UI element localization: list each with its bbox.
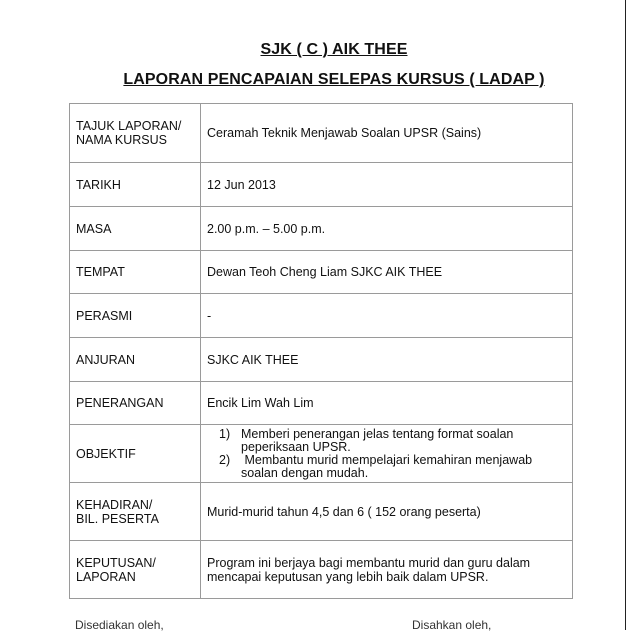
- label-line: TAJUK LAPORAN/: [76, 119, 182, 133]
- row-value: [201, 541, 573, 599]
- list-line: soalan dengan mudah.: [241, 465, 369, 480]
- table-row: [70, 338, 573, 382]
- row-value: -: [201, 294, 573, 338]
- list-item: [207, 454, 566, 480]
- list-line: Membantu murid mempelajari kemahiran menjawab: [241, 452, 533, 467]
- report-table: [69, 103, 573, 599]
- row-label: [70, 104, 201, 163]
- label-line: BIL. PESERTA: [76, 511, 159, 526]
- approved-by-label: Disahkan oleh,: [412, 618, 492, 632]
- table-row: [70, 483, 573, 541]
- label-line: KEPUTUSAN/: [76, 555, 156, 570]
- row-label: TARIKH: [70, 163, 201, 207]
- label-line: KEHADIRAN/: [76, 497, 153, 512]
- objective-list: [207, 428, 566, 480]
- table-row: [70, 207, 573, 251]
- row-value: [201, 425, 573, 483]
- table-row: [70, 251, 573, 294]
- row-label: MASA: [70, 207, 201, 251]
- page-edge: [625, 0, 626, 630]
- value-line: Program ini berjaya bagi membantu murid dan guru dalam: [207, 555, 531, 570]
- row-label: ANJURAN: [70, 338, 201, 382]
- row-value: Encik Lim Wah Lim: [201, 382, 573, 425]
- row-label: PERASMI: [70, 294, 201, 338]
- list-number: 1): [219, 426, 231, 441]
- report-title: LAPORAN PENCAPAIAN SELEPAS KURSUS ( LADAP ): [123, 71, 545, 88]
- row-value: 12 Jun 2013: [201, 163, 573, 207]
- table-row: [70, 541, 573, 599]
- value-line: mencapai keputusan yang lebih baik dalam UPSR.: [207, 569, 489, 584]
- row-value: Dewan Teoh Cheng Liam SJKC AIK THEE: [201, 251, 573, 294]
- row-value: Murid-murid tahun 4,5 dan 6 ( 152 orang peserta): [201, 483, 573, 541]
- table-row: [70, 294, 573, 338]
- table-row: [70, 425, 573, 483]
- list-number: 2): [219, 452, 231, 467]
- row-label: OBJEKTIF: [70, 425, 201, 483]
- school-title: SJK ( C ) AIK THEE: [260, 41, 408, 58]
- prepared-by-label: Disediakan oleh,: [75, 618, 164, 632]
- row-label: TEMPAT: [70, 251, 201, 294]
- table-row: [70, 382, 573, 425]
- row-label: [70, 541, 201, 599]
- list-item: [207, 428, 566, 454]
- row-value: 2.00 p.m. – 5.00 p.m.: [201, 207, 573, 251]
- list-line: Memberi penerangan jelas tentang format soalan: [241, 426, 514, 441]
- row-value: Ceramah Teknik Menjawab Soalan UPSR (Sains): [201, 104, 573, 163]
- table-row: [70, 163, 573, 207]
- row-label: [70, 483, 201, 541]
- row-value: SJKC AIK THEE: [201, 338, 573, 382]
- table-row: [70, 104, 573, 163]
- label-line: LAPORAN: [76, 569, 136, 584]
- list-line: peperiksaan UPSR.: [241, 439, 351, 454]
- label-line: NAMA KURSUS: [76, 133, 167, 147]
- row-label: PENERANGAN: [70, 382, 201, 425]
